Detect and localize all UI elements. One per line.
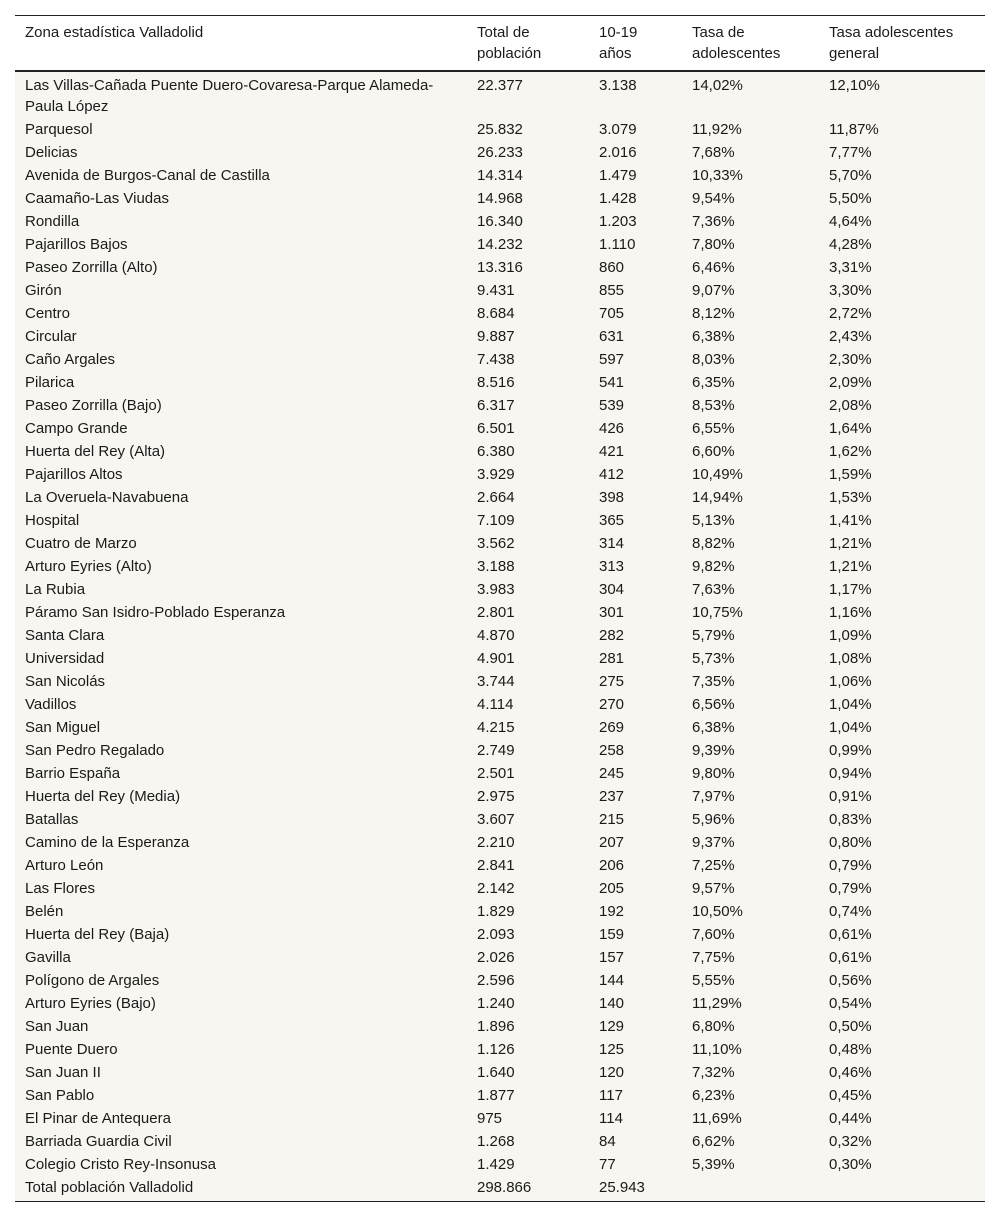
cell-total-population: 2.841 <box>467 854 589 877</box>
cell-total-population: 975 <box>467 1107 589 1130</box>
cell-adolescent-rate: 5,73% <box>682 647 819 670</box>
cell-general-rate: 0,54% <box>819 992 985 1015</box>
cell-zone: Huerta del Rey (Alta) <box>15 440 467 463</box>
cell-adolescent-rate: 6,35% <box>682 371 819 394</box>
cell-general-rate: 0,30% <box>819 1153 985 1176</box>
cell-zone: San Pedro Regalado <box>15 739 467 762</box>
table-row <box>15 164 985 187</box>
cell-general-rate: 0,74% <box>819 900 985 923</box>
table-row <box>15 647 985 670</box>
cell-zone: Huerta del Rey (Media) <box>15 785 467 808</box>
cell-general-rate: 3,30% <box>819 279 985 302</box>
cell-age-10-19: 421 <box>589 440 682 463</box>
cell-general-rate: 0,99% <box>819 739 985 762</box>
cell-age-10-19: 270 <box>589 693 682 716</box>
cell-general-rate: 12,10% <box>819 71 985 118</box>
cell-age-10-19: 159 <box>589 923 682 946</box>
cell-zone: Arturo Eyries (Alto) <box>15 555 467 578</box>
cell-zone: Girón <box>15 279 467 302</box>
cell-zone: La Rubia <box>15 578 467 601</box>
table-row <box>15 440 985 463</box>
cell-total-population: 2.664 <box>467 486 589 509</box>
cell-age-10-19: 398 <box>589 486 682 509</box>
cell-total-population: 1.268 <box>467 1130 589 1153</box>
cell-zone: Camino de la Esperanza <box>15 831 467 854</box>
cell-age-10-19: 192 <box>589 900 682 923</box>
cell-total-population: 25.832 <box>467 118 589 141</box>
cell-age-10-19: 237 <box>589 785 682 808</box>
table-row <box>15 532 985 555</box>
table-body <box>15 71 985 1202</box>
cell-adolescent-rate: 6,23% <box>682 1084 819 1107</box>
cell-age-10-19: 313 <box>589 555 682 578</box>
cell-age-10-19: 539 <box>589 394 682 417</box>
cell-age-10-19: 117 <box>589 1084 682 1107</box>
cell-adolescent-rate: 6,62% <box>682 1130 819 1153</box>
cell-total-population: 14.232 <box>467 233 589 256</box>
table-row <box>15 900 985 923</box>
cell-age-10-19: 215 <box>589 808 682 831</box>
cell-adolescent-rate: 8,03% <box>682 348 819 371</box>
cell-general-rate: 1,21% <box>819 555 985 578</box>
cell-adolescent-rate: 9,57% <box>682 877 819 900</box>
cell-general-rate: 5,70% <box>819 164 985 187</box>
table-row <box>15 831 985 854</box>
table-row <box>15 601 985 624</box>
cell-adolescent-rate: 6,80% <box>682 1015 819 1038</box>
cell-total-population: 1.896 <box>467 1015 589 1038</box>
cell-age-10-19: 205 <box>589 877 682 900</box>
cell-age-10-19: 275 <box>589 670 682 693</box>
table-row <box>15 1015 985 1038</box>
cell-age-10-19: 631 <box>589 325 682 348</box>
cell-zone: Las Flores <box>15 877 467 900</box>
table-row <box>15 578 985 601</box>
cell-adolescent-rate: 11,29% <box>682 992 819 1015</box>
table-row <box>15 785 985 808</box>
cell-age-10-19: 541 <box>589 371 682 394</box>
cell-zone: Centro <box>15 302 467 325</box>
table-row <box>15 118 985 141</box>
cell-general-rate: 0,79% <box>819 854 985 877</box>
cell-adolescent-rate: 5,55% <box>682 969 819 992</box>
cell-zone: San Pablo <box>15 1084 467 1107</box>
cell-general-rate: 2,72% <box>819 302 985 325</box>
cell-general-rate: 0,32% <box>819 1130 985 1153</box>
cell-adolescent-rate: 6,38% <box>682 325 819 348</box>
cell-total-population: 2.501 <box>467 762 589 785</box>
cell-general-rate: 4,28% <box>819 233 985 256</box>
cell-general-rate: 1,09% <box>819 624 985 647</box>
cell-age-10-19: 1.203 <box>589 210 682 233</box>
table-row <box>15 1130 985 1153</box>
cell-total-population: 1.640 <box>467 1061 589 1084</box>
cell-total-population: 3.188 <box>467 555 589 578</box>
header-total-population: Total de población <box>467 16 589 72</box>
cell-adolescent-rate: 9,82% <box>682 555 819 578</box>
cell-age-10-19: 206 <box>589 854 682 877</box>
cell-zone: Parquesol <box>15 118 467 141</box>
cell-zone: El Pinar de Antequera <box>15 1107 467 1130</box>
cell-age-10-19: 245 <box>589 762 682 785</box>
cell-zone: Huerta del Rey (Baja) <box>15 923 467 946</box>
cell-general-rate: 0,94% <box>819 762 985 785</box>
cell-total-population: 3.562 <box>467 532 589 555</box>
cell-zone: Puente Duero <box>15 1038 467 1061</box>
cell-zone: Belén <box>15 900 467 923</box>
table-row <box>15 463 985 486</box>
total-cell-general-rate <box>819 1176 985 1202</box>
cell-adolescent-rate: 11,69% <box>682 1107 819 1130</box>
cell-adolescent-rate: 5,13% <box>682 509 819 532</box>
cell-total-population: 4.901 <box>467 647 589 670</box>
cell-total-population: 4.114 <box>467 693 589 716</box>
cell-adolescent-rate: 8,53% <box>682 394 819 417</box>
table-row <box>15 693 985 716</box>
cell-zone: Gavilla <box>15 946 467 969</box>
table-row <box>15 141 985 164</box>
cell-general-rate: 0,44% <box>819 1107 985 1130</box>
total-cell-adolescent-rate <box>682 1176 819 1202</box>
cell-adolescent-rate: 7,35% <box>682 670 819 693</box>
cell-zone: Páramo San Isidro-Poblado Esperanza <box>15 601 467 624</box>
cell-zone: Campo Grande <box>15 417 467 440</box>
cell-age-10-19: 301 <box>589 601 682 624</box>
header-general-adolescent-rate: Tasa adolescentes general <box>819 16 985 72</box>
cell-total-population: 2.093 <box>467 923 589 946</box>
cell-adolescent-rate: 7,60% <box>682 923 819 946</box>
cell-total-population: 1.126 <box>467 1038 589 1061</box>
cell-general-rate: 0,80% <box>819 831 985 854</box>
header-row <box>15 16 985 72</box>
cell-zone: Pilarica <box>15 371 467 394</box>
cell-zone: Caamaño-Las Viudas <box>15 187 467 210</box>
cell-age-10-19: 365 <box>589 509 682 532</box>
cell-adolescent-rate: 5,39% <box>682 1153 819 1176</box>
cell-general-rate: 1,62% <box>819 440 985 463</box>
cell-general-rate: 0,83% <box>819 808 985 831</box>
table-row <box>15 279 985 302</box>
table-row <box>15 371 985 394</box>
cell-total-population: 9.431 <box>467 279 589 302</box>
cell-age-10-19: 855 <box>589 279 682 302</box>
table-row <box>15 417 985 440</box>
cell-age-10-19: 120 <box>589 1061 682 1084</box>
cell-adolescent-rate: 9,80% <box>682 762 819 785</box>
cell-adolescent-rate: 7,80% <box>682 233 819 256</box>
table-row <box>15 325 985 348</box>
cell-total-population: 9.887 <box>467 325 589 348</box>
cell-adolescent-rate: 9,37% <box>682 831 819 854</box>
table-row <box>15 71 985 118</box>
cell-zone: Delicias <box>15 141 467 164</box>
cell-general-rate: 0,61% <box>819 946 985 969</box>
cell-zone: Avenida de Burgos-Canal de Castilla <box>15 164 467 187</box>
adolescent-rate-table <box>15 15 985 1202</box>
cell-total-population: 3.744 <box>467 670 589 693</box>
cell-adolescent-rate: 7,32% <box>682 1061 819 1084</box>
table-row <box>15 210 985 233</box>
cell-general-rate: 0,91% <box>819 785 985 808</box>
cell-zone: San Nicolás <box>15 670 467 693</box>
table-row <box>15 394 985 417</box>
cell-total-population: 4.215 <box>467 716 589 739</box>
cell-age-10-19: 860 <box>589 256 682 279</box>
cell-age-10-19: 144 <box>589 969 682 992</box>
cell-general-rate: 1,16% <box>819 601 985 624</box>
cell-adolescent-rate: 9,07% <box>682 279 819 302</box>
cell-adolescent-rate: 9,54% <box>682 187 819 210</box>
cell-adolescent-rate: 7,25% <box>682 854 819 877</box>
cell-total-population: 2.142 <box>467 877 589 900</box>
cell-total-population: 2.749 <box>467 739 589 762</box>
cell-age-10-19: 207 <box>589 831 682 854</box>
cell-total-population: 2.596 <box>467 969 589 992</box>
cell-general-rate: 2,43% <box>819 325 985 348</box>
cell-adolescent-rate: 7,97% <box>682 785 819 808</box>
cell-zone: Paseo Zorrilla (Alto) <box>15 256 467 279</box>
table-row <box>15 808 985 831</box>
cell-total-population: 14.314 <box>467 164 589 187</box>
cell-zone: Colegio Cristo Rey-Insonusa <box>15 1153 467 1176</box>
total-cell-total-population: 298.866 <box>467 1176 589 1202</box>
cell-total-population: 2.801 <box>467 601 589 624</box>
cell-total-population: 2.210 <box>467 831 589 854</box>
cell-total-population: 3.983 <box>467 578 589 601</box>
cell-total-population: 1.877 <box>467 1084 589 1107</box>
cell-adolescent-rate: 14,94% <box>682 486 819 509</box>
total-cell-age-10-19: 25.943 <box>589 1176 682 1202</box>
cell-adolescent-rate: 6,46% <box>682 256 819 279</box>
cell-age-10-19: 114 <box>589 1107 682 1130</box>
cell-general-rate: 5,50% <box>819 187 985 210</box>
cell-age-10-19: 3.079 <box>589 118 682 141</box>
cell-zone: San Juan II <box>15 1061 467 1084</box>
table-row <box>15 670 985 693</box>
cell-total-population: 4.870 <box>467 624 589 647</box>
cell-zone: Polígono de Argales <box>15 969 467 992</box>
cell-adolescent-rate: 10,50% <box>682 900 819 923</box>
cell-general-rate: 2,09% <box>819 371 985 394</box>
cell-age-10-19: 282 <box>589 624 682 647</box>
cell-adolescent-rate: 7,68% <box>682 141 819 164</box>
total-cell-zone: Total población Valladolid <box>15 1176 467 1202</box>
cell-zone: Vadillos <box>15 693 467 716</box>
table-row <box>15 762 985 785</box>
cell-zone: Santa Clara <box>15 624 467 647</box>
cell-total-population: 3.929 <box>467 463 589 486</box>
cell-zone: Rondilla <box>15 210 467 233</box>
table-row <box>15 969 985 992</box>
cell-age-10-19: 1.479 <box>589 164 682 187</box>
cell-age-10-19: 77 <box>589 1153 682 1176</box>
cell-zone: Pajarillos Bajos <box>15 233 467 256</box>
cell-age-10-19: 258 <box>589 739 682 762</box>
cell-zone: Barriada Guardia Civil <box>15 1130 467 1153</box>
cell-age-10-19: 125 <box>589 1038 682 1061</box>
cell-adolescent-rate: 7,75% <box>682 946 819 969</box>
cell-general-rate: 1,04% <box>819 693 985 716</box>
cell-age-10-19: 269 <box>589 716 682 739</box>
cell-total-population: 1.429 <box>467 1153 589 1176</box>
cell-total-population: 14.968 <box>467 187 589 210</box>
cell-adolescent-rate: 9,39% <box>682 739 819 762</box>
cell-zone: Paseo Zorrilla (Bajo) <box>15 394 467 417</box>
table-header <box>15 16 985 72</box>
table-row <box>15 256 985 279</box>
cell-adolescent-rate: 7,63% <box>682 578 819 601</box>
cell-total-population: 6.317 <box>467 394 589 417</box>
cell-adolescent-rate: 6,60% <box>682 440 819 463</box>
table-row <box>15 1107 985 1130</box>
total-row <box>15 1176 985 1202</box>
cell-total-population: 2.975 <box>467 785 589 808</box>
cell-zone: Circular <box>15 325 467 348</box>
cell-zone: Caño Argales <box>15 348 467 371</box>
cell-adolescent-rate: 8,12% <box>682 302 819 325</box>
table-row <box>15 1038 985 1061</box>
cell-general-rate: 2,08% <box>819 394 985 417</box>
cell-zone: Arturo León <box>15 854 467 877</box>
cell-general-rate: 1,21% <box>819 532 985 555</box>
cell-general-rate: 0,48% <box>819 1038 985 1061</box>
table-row <box>15 992 985 1015</box>
cell-age-10-19: 3.138 <box>589 71 682 118</box>
cell-total-population: 22.377 <box>467 71 589 118</box>
cell-age-10-19: 1.428 <box>589 187 682 210</box>
cell-zone: La Overuela-Navabuena <box>15 486 467 509</box>
table-row <box>15 509 985 532</box>
cell-general-rate: 3,31% <box>819 256 985 279</box>
cell-general-rate: 1,17% <box>819 578 985 601</box>
cell-age-10-19: 314 <box>589 532 682 555</box>
cell-adolescent-rate: 11,92% <box>682 118 819 141</box>
cell-total-population: 1.240 <box>467 992 589 1015</box>
cell-general-rate: 0,61% <box>819 923 985 946</box>
cell-total-population: 6.501 <box>467 417 589 440</box>
cell-zone: Las Villas-Cañada Puente Duero-Covaresa-Parque Alameda-Paula López <box>15 71 467 118</box>
cell-total-population: 26.233 <box>467 141 589 164</box>
cell-adolescent-rate: 5,96% <box>682 808 819 831</box>
cell-general-rate: 4,64% <box>819 210 985 233</box>
cell-adolescent-rate: 14,02% <box>682 71 819 118</box>
cell-general-rate: 7,77% <box>819 141 985 164</box>
cell-total-population: 13.316 <box>467 256 589 279</box>
cell-age-10-19: 1.110 <box>589 233 682 256</box>
cell-general-rate: 2,30% <box>819 348 985 371</box>
table-row <box>15 555 985 578</box>
table-row <box>15 1084 985 1107</box>
cell-total-population: 8.516 <box>467 371 589 394</box>
cell-age-10-19: 140 <box>589 992 682 1015</box>
cell-zone: Batallas <box>15 808 467 831</box>
cell-general-rate: 1,41% <box>819 509 985 532</box>
cell-zone: Cuatro de Marzo <box>15 532 467 555</box>
cell-adolescent-rate: 11,10% <box>682 1038 819 1061</box>
cell-adolescent-rate: 5,79% <box>682 624 819 647</box>
table-row <box>15 946 985 969</box>
cell-age-10-19: 426 <box>589 417 682 440</box>
cell-age-10-19: 412 <box>589 463 682 486</box>
cell-total-population: 7.109 <box>467 509 589 532</box>
cell-general-rate: 11,87% <box>819 118 985 141</box>
table-row <box>15 187 985 210</box>
cell-age-10-19: 2.016 <box>589 141 682 164</box>
cell-general-rate: 1,53% <box>819 486 985 509</box>
table-row <box>15 716 985 739</box>
table-row <box>15 233 985 256</box>
table-row <box>15 1061 985 1084</box>
cell-total-population: 6.380 <box>467 440 589 463</box>
cell-general-rate: 1,04% <box>819 716 985 739</box>
cell-adolescent-rate: 6,38% <box>682 716 819 739</box>
cell-general-rate: 1,08% <box>819 647 985 670</box>
cell-age-10-19: 157 <box>589 946 682 969</box>
table-row <box>15 739 985 762</box>
cell-general-rate: 1,06% <box>819 670 985 693</box>
data-table-container <box>15 15 985 1202</box>
cell-age-10-19: 129 <box>589 1015 682 1038</box>
cell-general-rate: 0,46% <box>819 1061 985 1084</box>
cell-total-population: 3.607 <box>467 808 589 831</box>
table-row <box>15 877 985 900</box>
header-age-10-19: 10-19 años <box>589 16 682 72</box>
cell-zone: Pajarillos Altos <box>15 463 467 486</box>
cell-zone: Arturo Eyries (Bajo) <box>15 992 467 1015</box>
table-row <box>15 348 985 371</box>
cell-zone: San Juan <box>15 1015 467 1038</box>
table-row <box>15 1153 985 1176</box>
cell-adolescent-rate: 6,55% <box>682 417 819 440</box>
table-row <box>15 923 985 946</box>
cell-total-population: 1.829 <box>467 900 589 923</box>
cell-adolescent-rate: 10,75% <box>682 601 819 624</box>
cell-zone: Barrio España <box>15 762 467 785</box>
cell-adolescent-rate: 10,49% <box>682 463 819 486</box>
table-row <box>15 854 985 877</box>
cell-general-rate: 0,56% <box>819 969 985 992</box>
cell-zone: San Miguel <box>15 716 467 739</box>
cell-adolescent-rate: 7,36% <box>682 210 819 233</box>
cell-general-rate: 0,45% <box>819 1084 985 1107</box>
cell-age-10-19: 281 <box>589 647 682 670</box>
cell-age-10-19: 705 <box>589 302 682 325</box>
cell-age-10-19: 304 <box>589 578 682 601</box>
cell-general-rate: 0,79% <box>819 877 985 900</box>
cell-general-rate: 1,64% <box>819 417 985 440</box>
cell-adolescent-rate: 10,33% <box>682 164 819 187</box>
table-row <box>15 486 985 509</box>
cell-general-rate: 0,50% <box>819 1015 985 1038</box>
header-adolescent-rate: Tasa de adolescentes <box>682 16 819 72</box>
header-zone: Zona estadística Valladolid <box>15 16 467 72</box>
cell-total-population: 16.340 <box>467 210 589 233</box>
cell-zone: Universidad <box>15 647 467 670</box>
cell-general-rate: 1,59% <box>819 463 985 486</box>
cell-adolescent-rate: 8,82% <box>682 532 819 555</box>
cell-total-population: 2.026 <box>467 946 589 969</box>
table-row <box>15 302 985 325</box>
cell-age-10-19: 597 <box>589 348 682 371</box>
cell-total-population: 8.684 <box>467 302 589 325</box>
table-row <box>15 624 985 647</box>
cell-zone: Hospital <box>15 509 467 532</box>
cell-total-population: 7.438 <box>467 348 589 371</box>
cell-adolescent-rate: 6,56% <box>682 693 819 716</box>
cell-age-10-19: 84 <box>589 1130 682 1153</box>
